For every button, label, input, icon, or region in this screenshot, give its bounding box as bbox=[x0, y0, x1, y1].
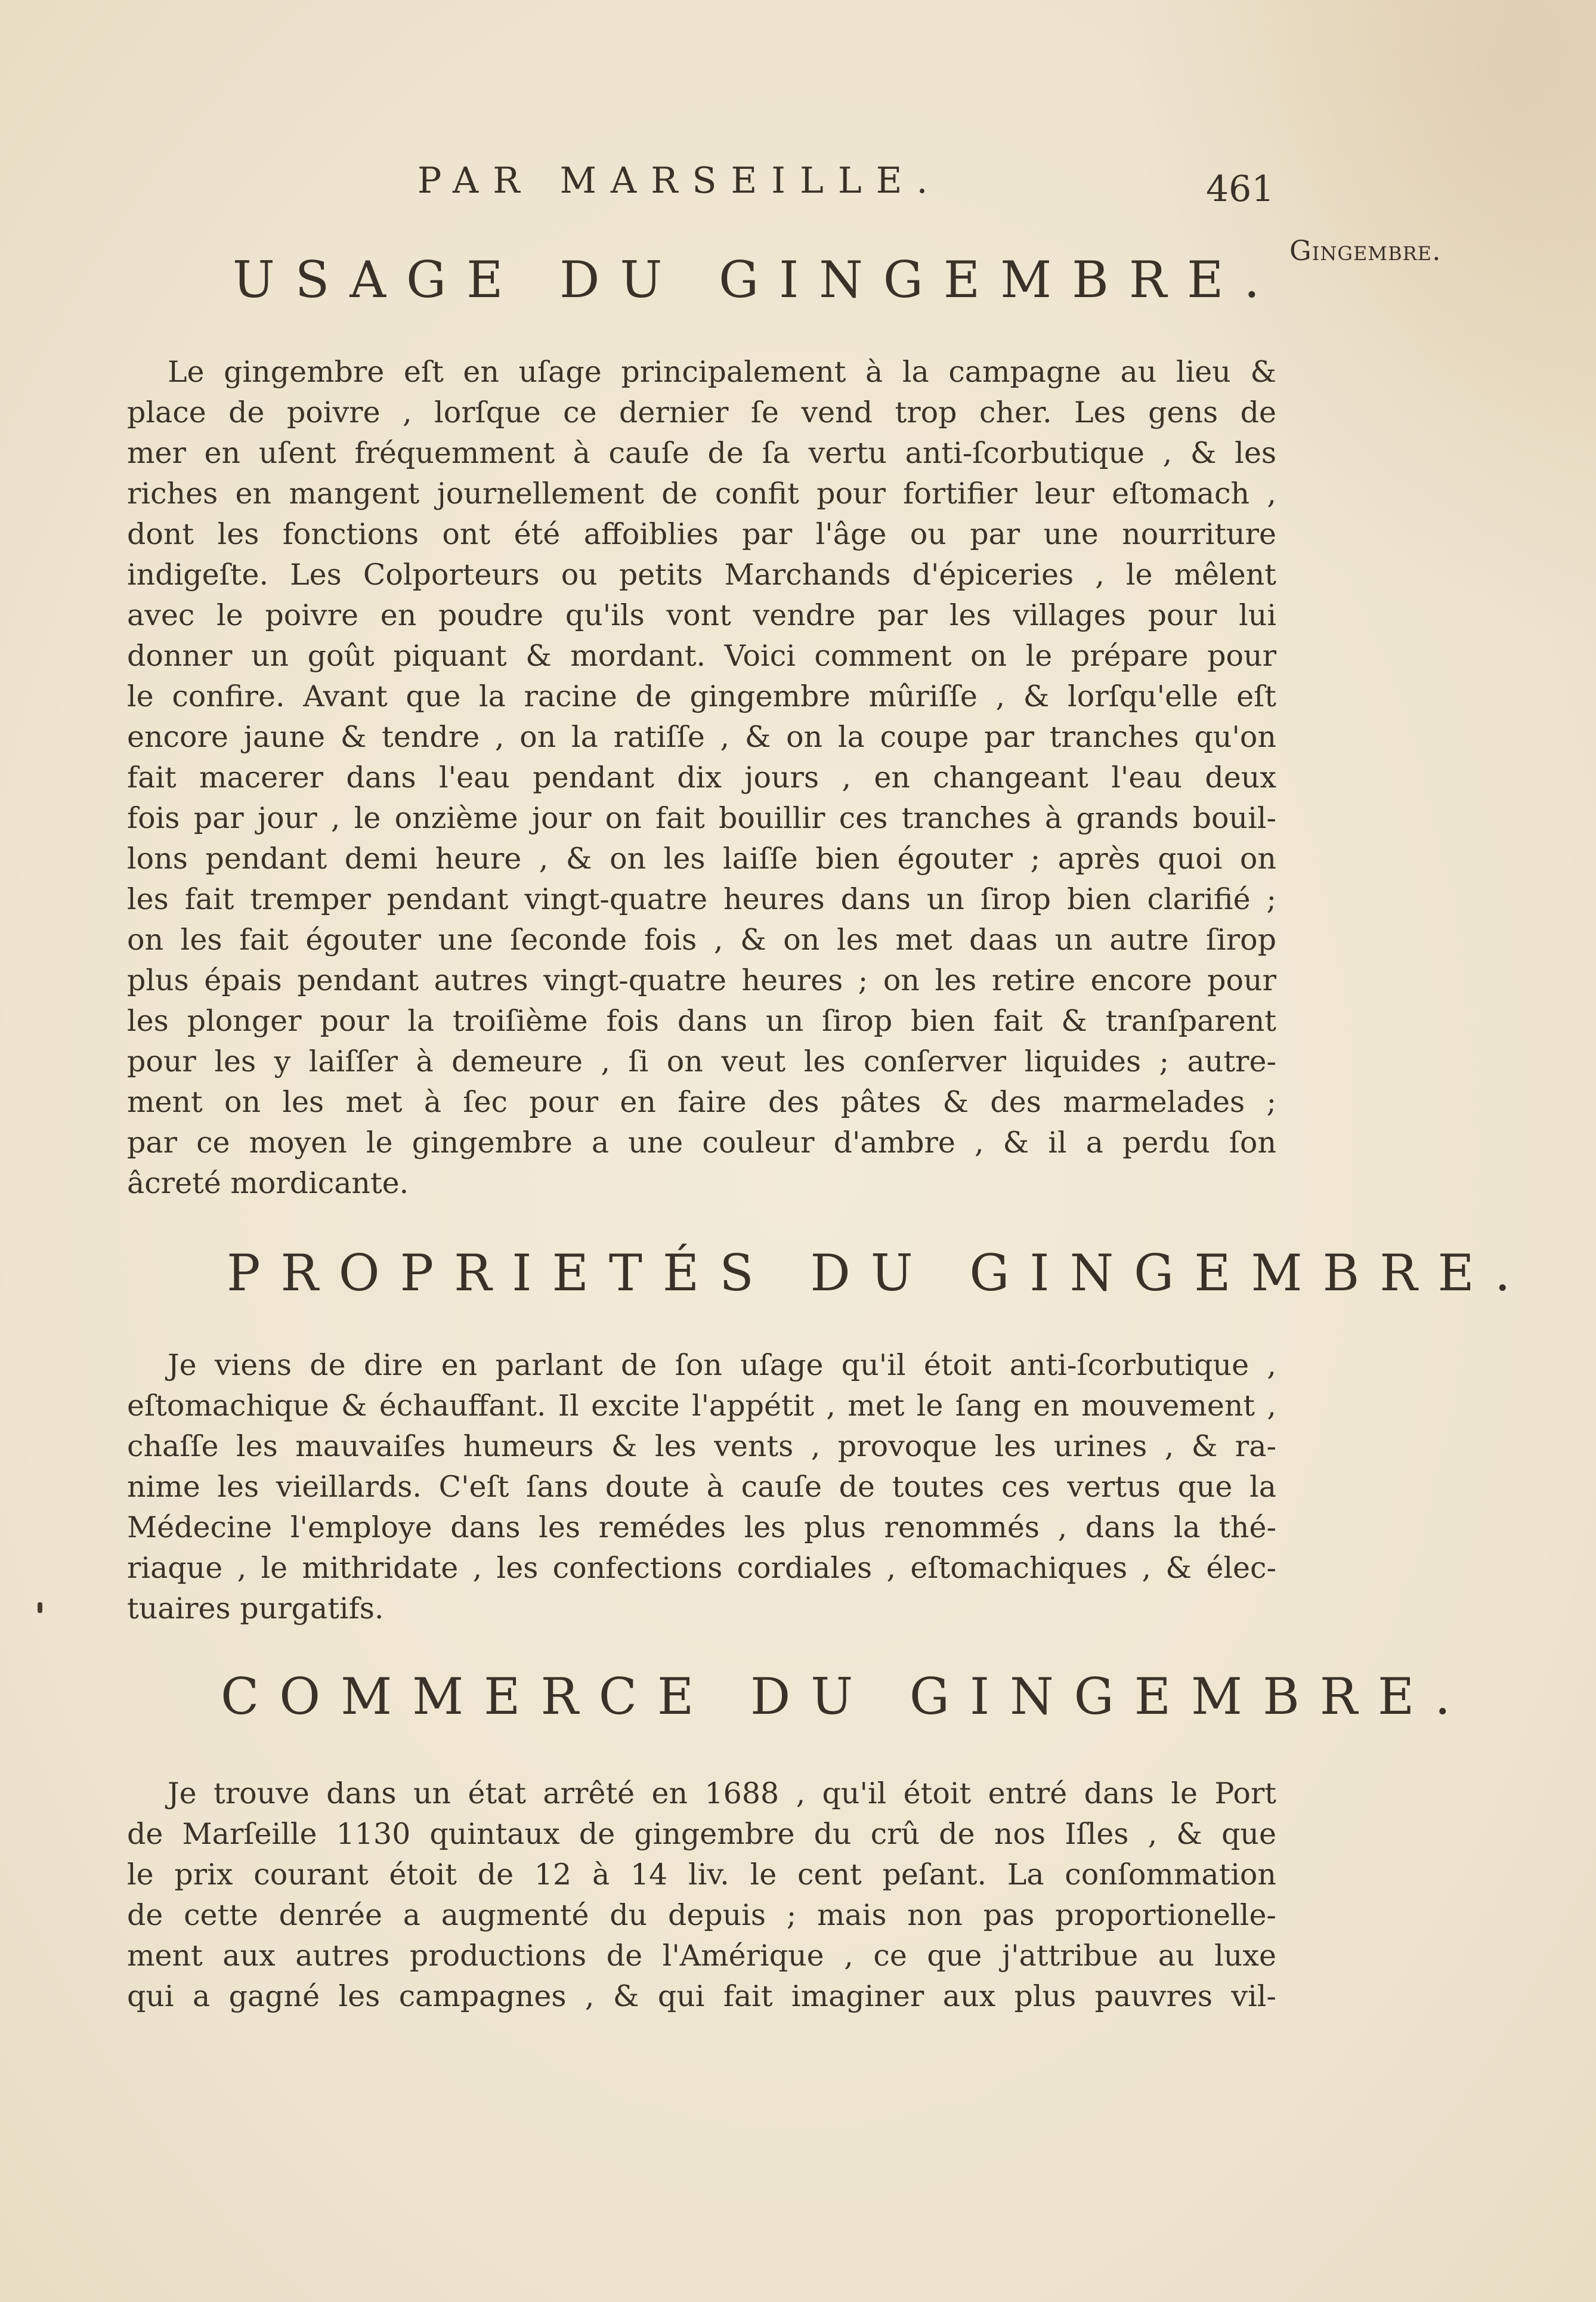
text-line: pour les y laiſſer à demeure , ſi on veut les conſerver liquides ; autre- bbox=[127, 1045, 1276, 1079]
text-line: ment aux autres productions de l'Amérique , ce que j'attribue au luxe bbox=[127, 1939, 1276, 1973]
text-line: Je viens de dire en parlant de ſon uſage qu'il étoit anti-ſcorbutique , bbox=[168, 1348, 1276, 1382]
text-line: place de poivre , lorſque ce dernier ſe vend trop cher. Les gens de bbox=[127, 395, 1276, 429]
text-line: qui a gagné les campagnes , & qui fait imaginer aux plus pauvres vil- bbox=[127, 1979, 1276, 2013]
text-line: riches en mangent journellement de confit pour fortifier leur eſtomach , bbox=[127, 477, 1276, 511]
ink-blemish bbox=[38, 1602, 42, 1613]
text-line: fois par jour , le onzième jour on fait bouillir ces tranches à grands bouil- bbox=[127, 801, 1276, 835]
text-line: eſtomachique & échauffant. Il excite l'appétit , met le ſang en mouvement , bbox=[127, 1389, 1276, 1423]
text-line: dont les fonctions ont été affoiblies par l'âge ou par une nourriture bbox=[127, 517, 1276, 551]
running-head: PAR MARSEILLE. bbox=[417, 160, 942, 202]
text-line: ment on les met à ſec pour en faire des pâtes & des marmelades ; bbox=[127, 1085, 1276, 1119]
text-line: tuaires purgatifs. bbox=[127, 1592, 384, 1626]
section-title-proprietes: PROPRIETÉS DU GINGEMBRE. bbox=[227, 1244, 1531, 1302]
text-line: Médecine l'employe dans les remédes les plus renommés , dans la thé- bbox=[127, 1510, 1276, 1544]
text-line: lons pendant demi heure , & on les laiſſe bien égouter ; après quoi on bbox=[127, 842, 1276, 876]
text-line: par ce moyen le gingembre a une couleur d'ambre , & il a perdu ſon bbox=[127, 1126, 1276, 1160]
text-line: riaque , le mithridate , les confections cordiales , eſtomachiques , & élec- bbox=[127, 1551, 1276, 1585]
text-line: de cette denrée a augmenté du depuis ; mais non pas proportionelle- bbox=[127, 1898, 1276, 1932]
section-body-usage bbox=[127, 352, 1276, 1204]
text-line: Le gingembre eſt en uſage principalement à la campagne au lieu & bbox=[168, 355, 1276, 389]
text-line: fait macerer dans l'eau pendant dix jours , en changeant l'eau deux bbox=[127, 761, 1276, 795]
text-line: Je trouve dans un état arrêté en 1688 , qu'il étoit entré dans le Port bbox=[168, 1776, 1276, 1810]
text-line: mer en uſent fréquemment à cauſe de ſa vertu anti-ſcorbutique , & les bbox=[127, 436, 1276, 470]
section-body-commerce bbox=[127, 1773, 1276, 2017]
text-line: indigeſte. Les Colporteurs ou petits Marchands d'épiceries , le mêlent bbox=[127, 558, 1276, 592]
text-line: le prix courant étoit de 12 à 14 liv. le cent peſant. La conſommation bbox=[127, 1858, 1276, 1892]
text-line: le confire. Avant que la racine de gingembre mûriſſe , & lorſqu'elle eſt bbox=[127, 679, 1276, 713]
text-line: on les fait égouter une ſeconde fois , & on les met daas un autre ſirop bbox=[127, 923, 1276, 957]
text-line: donner un goût piquant & mordant. Voici comment on le prépare pour bbox=[127, 639, 1276, 673]
text-line: avec le poivre en poudre qu'ils vont vendre par les villages pour lui bbox=[127, 598, 1276, 632]
text-line: les fait tremper pendant vingt-quatre heures dans un ſirop bien clarifié ; bbox=[127, 882, 1276, 916]
text-line: encore jaune & tendre , on la ratiſſe , & on la coupe par tranches qu'on bbox=[127, 720, 1276, 754]
text-line: nime les vieillards. C'eſt ſans doute à cauſe de toutes ces vertus que la bbox=[127, 1470, 1276, 1504]
text-line: de Marſeille 1130 quintaux de gingembre du crû de nos Iſles , & que bbox=[127, 1817, 1276, 1851]
section-title-commerce: COMMERCE DU GINGEMBRE. bbox=[221, 1667, 1471, 1726]
section-title-usage: USAGE DU GINGEMBRE. bbox=[233, 251, 1280, 309]
text-line: plus épais pendant autres vingt-quatre heures ; on les retire encore pour bbox=[127, 963, 1276, 997]
text-line: âcreté mordicante. bbox=[127, 1166, 409, 1200]
margin-note: Gingembre. bbox=[1289, 234, 1442, 267]
text-line: les plonger pour la troiſième fois dans un ſirop bien fait & tranſparent bbox=[127, 1004, 1276, 1038]
text-line: chaſſe les mauvaiſes humeurs & les vents , provoque les urines , & ra- bbox=[127, 1429, 1276, 1463]
section-body-proprietes bbox=[127, 1345, 1276, 1629]
page-number: 461 bbox=[1206, 168, 1275, 210]
